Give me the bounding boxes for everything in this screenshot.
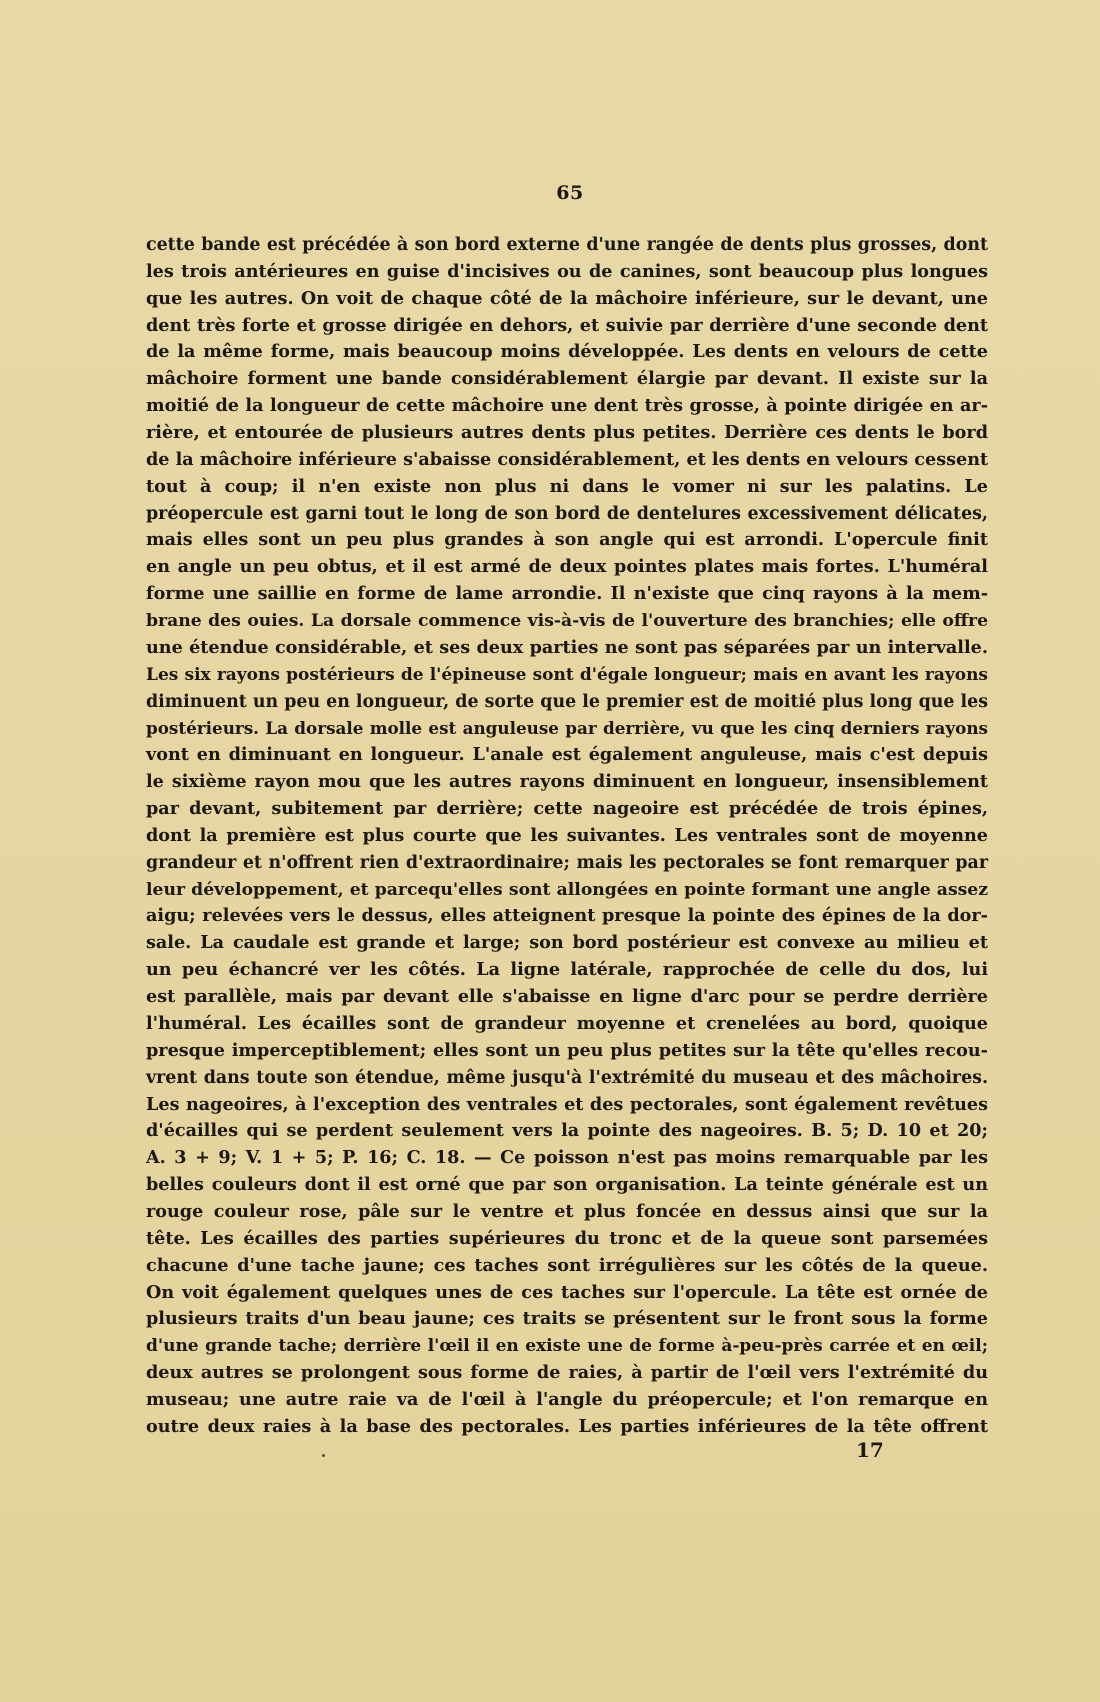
text-line: est parallèle, mais par devant elle s'abaisse en ligne d'arc pour se perdre derrière <box>146 986 988 1008</box>
text-line: Les six rayons postérieurs de l'épineuse sont d'égale longueur; mais en avant les rayons <box>146 664 988 685</box>
text-line: rouge couleur rose, pâle sur le ventre et plus foncée en dessus ainsi que sur la <box>146 1200 988 1222</box>
text-line: A. 3 + 9; V. 1 + 5; P. 16; C. 18. — Ce poisson n'est pas moins remarquable par les <box>146 1147 988 1169</box>
text-line: vont en diminuant en longueur. L'anale est également anguleuse, mais c'est depuis <box>146 744 988 766</box>
text-line: leur développement, et parcequ'elles sont allongées en pointe formant une angle assez <box>146 879 988 900</box>
text-line: vrent dans toute son étendue, même jusqu'à l'extrémité du museau et des mâchoires. <box>146 1067 988 1088</box>
text-line: postérieurs. La dorsale molle est anguleuse par derrière, vu que les cinq derniers rayons <box>146 718 988 739</box>
text-line: mâchoire forment une bande considérablement élargie par devant. Il existe sur la <box>146 368 988 390</box>
text-line: de la mâchoire inférieure s'abaisse considérablement, et les dents en velours cessent <box>146 448 989 470</box>
text-line: museau; une autre raie va de l'œil à l'angle du préopercule; et l'on remarque en <box>146 1388 988 1410</box>
text-line: grandeur et n'offrent rien d'extraordinaire; mais les pectorales se font remarquer par <box>146 852 988 873</box>
text-line: l'huméral. Les écailles sont de grandeur moyenne et crenelées au bord, quoique <box>146 1012 988 1034</box>
text-line: dont la première est plus courte que les suivantes. Les ventrales sont de moyenne <box>146 824 988 846</box>
text-line: tout à coup; il n'en existe non plus ni dans le vomer ni sur les palatins. Le <box>146 475 988 497</box>
text-line: diminuent un peu en longueur, de sorte que le premier est de moitié plus long que les <box>146 691 988 712</box>
text-line: moitié de la longueur de cette mâchoire une dent très grosse, à pointe dirigée en ar- <box>146 395 988 417</box>
text-line: deux autres se prolongent sous forme de raies, à partir de l'œil vers l'extrémité du <box>146 1362 988 1384</box>
text-line: aigu; relevées vers le dessus, elles atteignent presque la pointe des épines de la dor- <box>146 905 988 927</box>
text-line: forme une saillie en forme de lame arrondie. Il n'existe que cinq rayons à la mem- <box>146 583 988 605</box>
body-text <box>146 232 988 1441</box>
text-line: d'une grande tache; derrière l'œil il en existe une de forme à-peu-près carrée et en œil; <box>146 1336 988 1357</box>
text-line: que les autres. On voit de chaque côté de la mâchoire inférieure, sur le devant, une <box>146 287 988 309</box>
text-line: chacune d'une tache jaune; ces taches sont irrégulières sur les côtés de la queue. <box>146 1254 988 1276</box>
text-line: Les nageoires, à l'exception des ventrales et des pectorales, sont également revêtues <box>146 1093 988 1115</box>
ink-dot <box>322 1454 325 1457</box>
text-line: plusieurs traits d'un beau jaune; ces traits se présentent sur le front sous la forme <box>146 1308 988 1330</box>
text-line: rière, et entourée de plusieurs autres dents plus petites. Derrière ces dents le bord <box>146 422 988 444</box>
text-line: une étendue considérable, et ses deux parties ne sont pas séparées par un intervalle. <box>146 636 988 658</box>
text-line: tête. Les écailles des parties supérieures du tronc et de la queue sont parsemées <box>146 1227 988 1249</box>
text-line: les trois antérieures en guise d'incisives ou de canines, sont beaucoup plus longues <box>146 260 988 282</box>
text-line: cette bande est précédée à son bord externe d'une rangée de dents plus grosses, dont <box>146 235 988 255</box>
text-line: brane des ouies. La dorsale commence vis-à-vis de l'ouverture des branchies; elle offre <box>146 611 988 632</box>
text-line: par devant, subitement par derrière; cette nageoire est précédée de trois épines, <box>146 798 988 820</box>
text-line: belles couleurs dont il est orné que par son organisation. La teinte générale est un <box>146 1174 988 1196</box>
text-line: mais elles sont un peu plus grandes à son angle qui est arrondi. L'opercule finit <box>146 529 988 551</box>
text-line: presque imperceptiblement; elles sont un peu plus petites sur la tête qu'elles recou- <box>146 1039 988 1061</box>
text-line: On voit également quelques unes de ces taches sur l'opercule. La tête est ornée de <box>146 1281 988 1303</box>
page-number: 65 <box>556 182 584 204</box>
text-line: de la même forme, mais beaucoup moins développée. Les dents en velours de cette <box>146 341 988 363</box>
text-line: dent très forte et grosse dirigée en dehors, et suivie par derrière d'une seconde dent <box>146 314 988 336</box>
text-line: préopercule est garni tout le long de son bord de dentelures excessivement délicates, <box>146 503 988 524</box>
text-line: le sixième rayon mou que les autres rayons diminuent en longueur, insensiblement <box>146 771 988 793</box>
text-line: un peu échancré ver les côtés. La ligne latérale, rapprochée de celle du dos, lui <box>146 959 988 981</box>
text-line: d'écailles qui se perdent seulement vers la pointe des nageoires. B. 5; D. 10 et 20; <box>146 1120 988 1142</box>
text-line: outre deux raies à la base des pectorales. Les parties inférieures de la tête offrent <box>146 1415 988 1437</box>
text-line: en angle un peu obtus, et il est armé de deux pointes plates mais fortes. L'huméral <box>146 556 988 578</box>
text-line: sale. La caudale est grande et large; son bord postérieur est convexe au milieu et <box>146 932 988 954</box>
signature-mark: 17 <box>856 1438 884 1462</box>
